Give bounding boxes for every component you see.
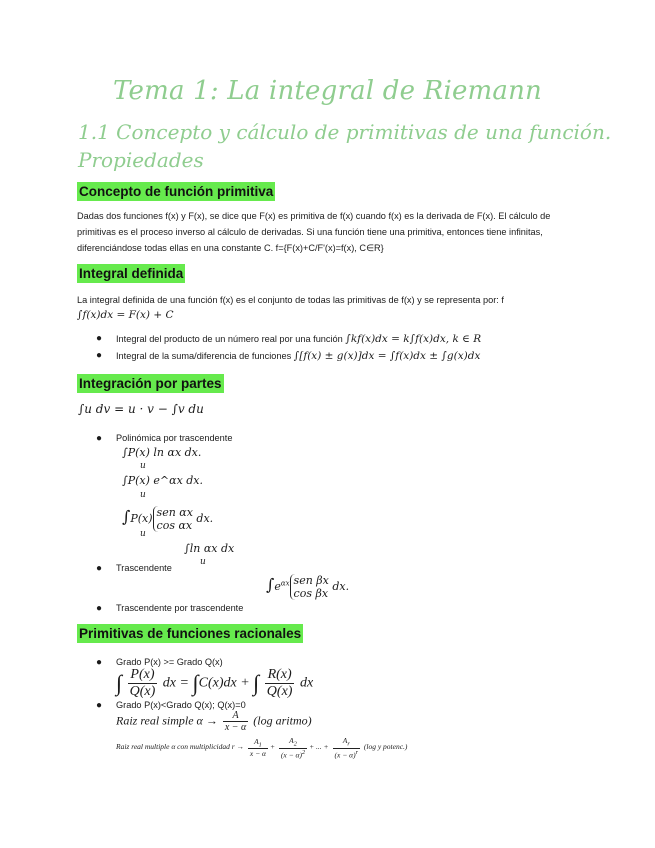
paragraph-primitiva: Dadas dos funciones f(x) y F(x), se dice que F(x) es primitiva de f(x) cuando f(x) es la derivada de F(x). El cálculo de primitivas es el proceso inverso al cálculo de derivadas. Si una función tiene una primitiva, entonces tiene infinitas, diferenciándose todas ellas en una constante C. f={F(x)+C/F'(x)=f(x), C∈R} <box>77 211 551 253</box>
bullet-dot: ● <box>96 657 103 668</box>
formula-raiz-multiple: Raiz real multiple α con multiplicidad r → $\frac{A_1}{x - \alpha}$ + $\frac{A_2}{(x - \alpha)^2}$ + ... + $\frac{A_r}{(x - \alpha)^r}$ (log y potenc.) <box>116 736 408 759</box>
formula-poly-ln: ∫P(x) ln αx dx. <box>122 446 202 459</box>
simple-den: x − α <box>224 722 247 733</box>
formula-poly-exp: ∫P(x) e^αx dx. <box>122 474 204 487</box>
bullet-grado-menor: Grado P(x)<Grado Q(x); Q(x)=0 <box>116 700 246 710</box>
bullet-polinomica: Polinómica por trascendente <box>116 433 233 443</box>
formula-ln: ∫ln αx dx <box>184 542 235 555</box>
formula-exp-trig: $\int e^{\alpha x}$ sen βx cos βx dx. <box>266 574 350 600</box>
exp-sen: sen βx <box>293 574 329 587</box>
heading-racionales: Primitivas de funciones racionales <box>79 626 302 641</box>
exp-tail: dx. <box>332 580 350 593</box>
bullet-dot: ● <box>96 333 103 344</box>
formula-partes: ∫u dv = u · v − ∫v du <box>78 402 204 416</box>
bullet-product-formula: ∫kf(x)dx = k∫f(x)dx, k ∈ R <box>345 333 482 345</box>
bullet-grado-mayor: Grado P(x) >= Grado Q(x) <box>116 657 223 667</box>
formula-raiz-simple <box>116 710 312 733</box>
integral-sign: ∫ <box>266 575 275 594</box>
exp-brace <box>290 574 329 600</box>
page-title: Tema 1: La integral de Riemann <box>113 76 542 106</box>
heading-integral-definida: Integral definida <box>79 266 184 281</box>
trig-tail: dx. <box>196 512 214 525</box>
trig-cos: cos αx <box>156 519 193 532</box>
bullet-dot: ● <box>96 563 103 574</box>
bullet-sum-label: Integral de la suma/diferencia de funciones <box>116 351 292 361</box>
bullet-product-label: Integral del producto de un número real por una función <box>116 334 343 344</box>
bullet-dot: ● <box>96 350 103 361</box>
formula-division: ∫ $\frac{P(x)}{Q(x)}$ dx = ∫C(x)dx + ∫ $\frac{R(x)}{Q(x)}$ dx <box>116 667 314 699</box>
heading-primitiva: Concepto de función primitiva <box>79 184 274 199</box>
bullet-trascendente: Trascendente <box>116 563 172 573</box>
bullet-sum-formula: ∫[f(x) ± g(x)]dx = ∫f(x)dx ± ∫g(x)dx <box>293 350 481 362</box>
integral-sign: ∫ <box>122 507 131 526</box>
bullet-dot: ● <box>96 603 103 614</box>
simple-tail: (log aritmo) <box>253 713 312 728</box>
trig-brace <box>153 506 193 532</box>
trig-sen: sen αx <box>156 506 193 519</box>
u-label: u <box>200 557 206 567</box>
multiple-label: Raiz real multiple α con multiplicidad r → <box>116 742 245 752</box>
exp-cos: cos βx <box>293 587 329 600</box>
multiple-tail: (log y potenc.) <box>363 742 408 752</box>
u-label: u <box>140 490 146 500</box>
formula-poly-trig: ∫P(x) sen αx cos αx dx. <box>122 506 214 532</box>
simple-label: Raiz real simple α → <box>116 713 218 728</box>
simple-num: A <box>223 710 248 722</box>
paragraph-integral-definida: La integral definida de una función f(x) es el conjunto de todas las primitivas de f(x) y se representa por: f <box>77 295 504 305</box>
bullet-dot: ● <box>96 433 103 444</box>
u-label: u <box>140 529 146 539</box>
heading-partes: Integración por partes <box>79 376 222 391</box>
formula-integral-definida: ∫f(x)dx = F(x) + C <box>77 309 174 321</box>
u-label: u <box>140 461 146 471</box>
bullet-product <box>116 332 481 346</box>
section-subtitle: 1.1 Concepto y cálculo de primitivas de una función. Propiedades <box>78 120 612 172</box>
bullet-trascendente-por-trascendente: Trascendente por trascendente <box>116 603 244 613</box>
bullet-dot: ● <box>96 700 103 711</box>
bullet-sum <box>116 349 480 363</box>
